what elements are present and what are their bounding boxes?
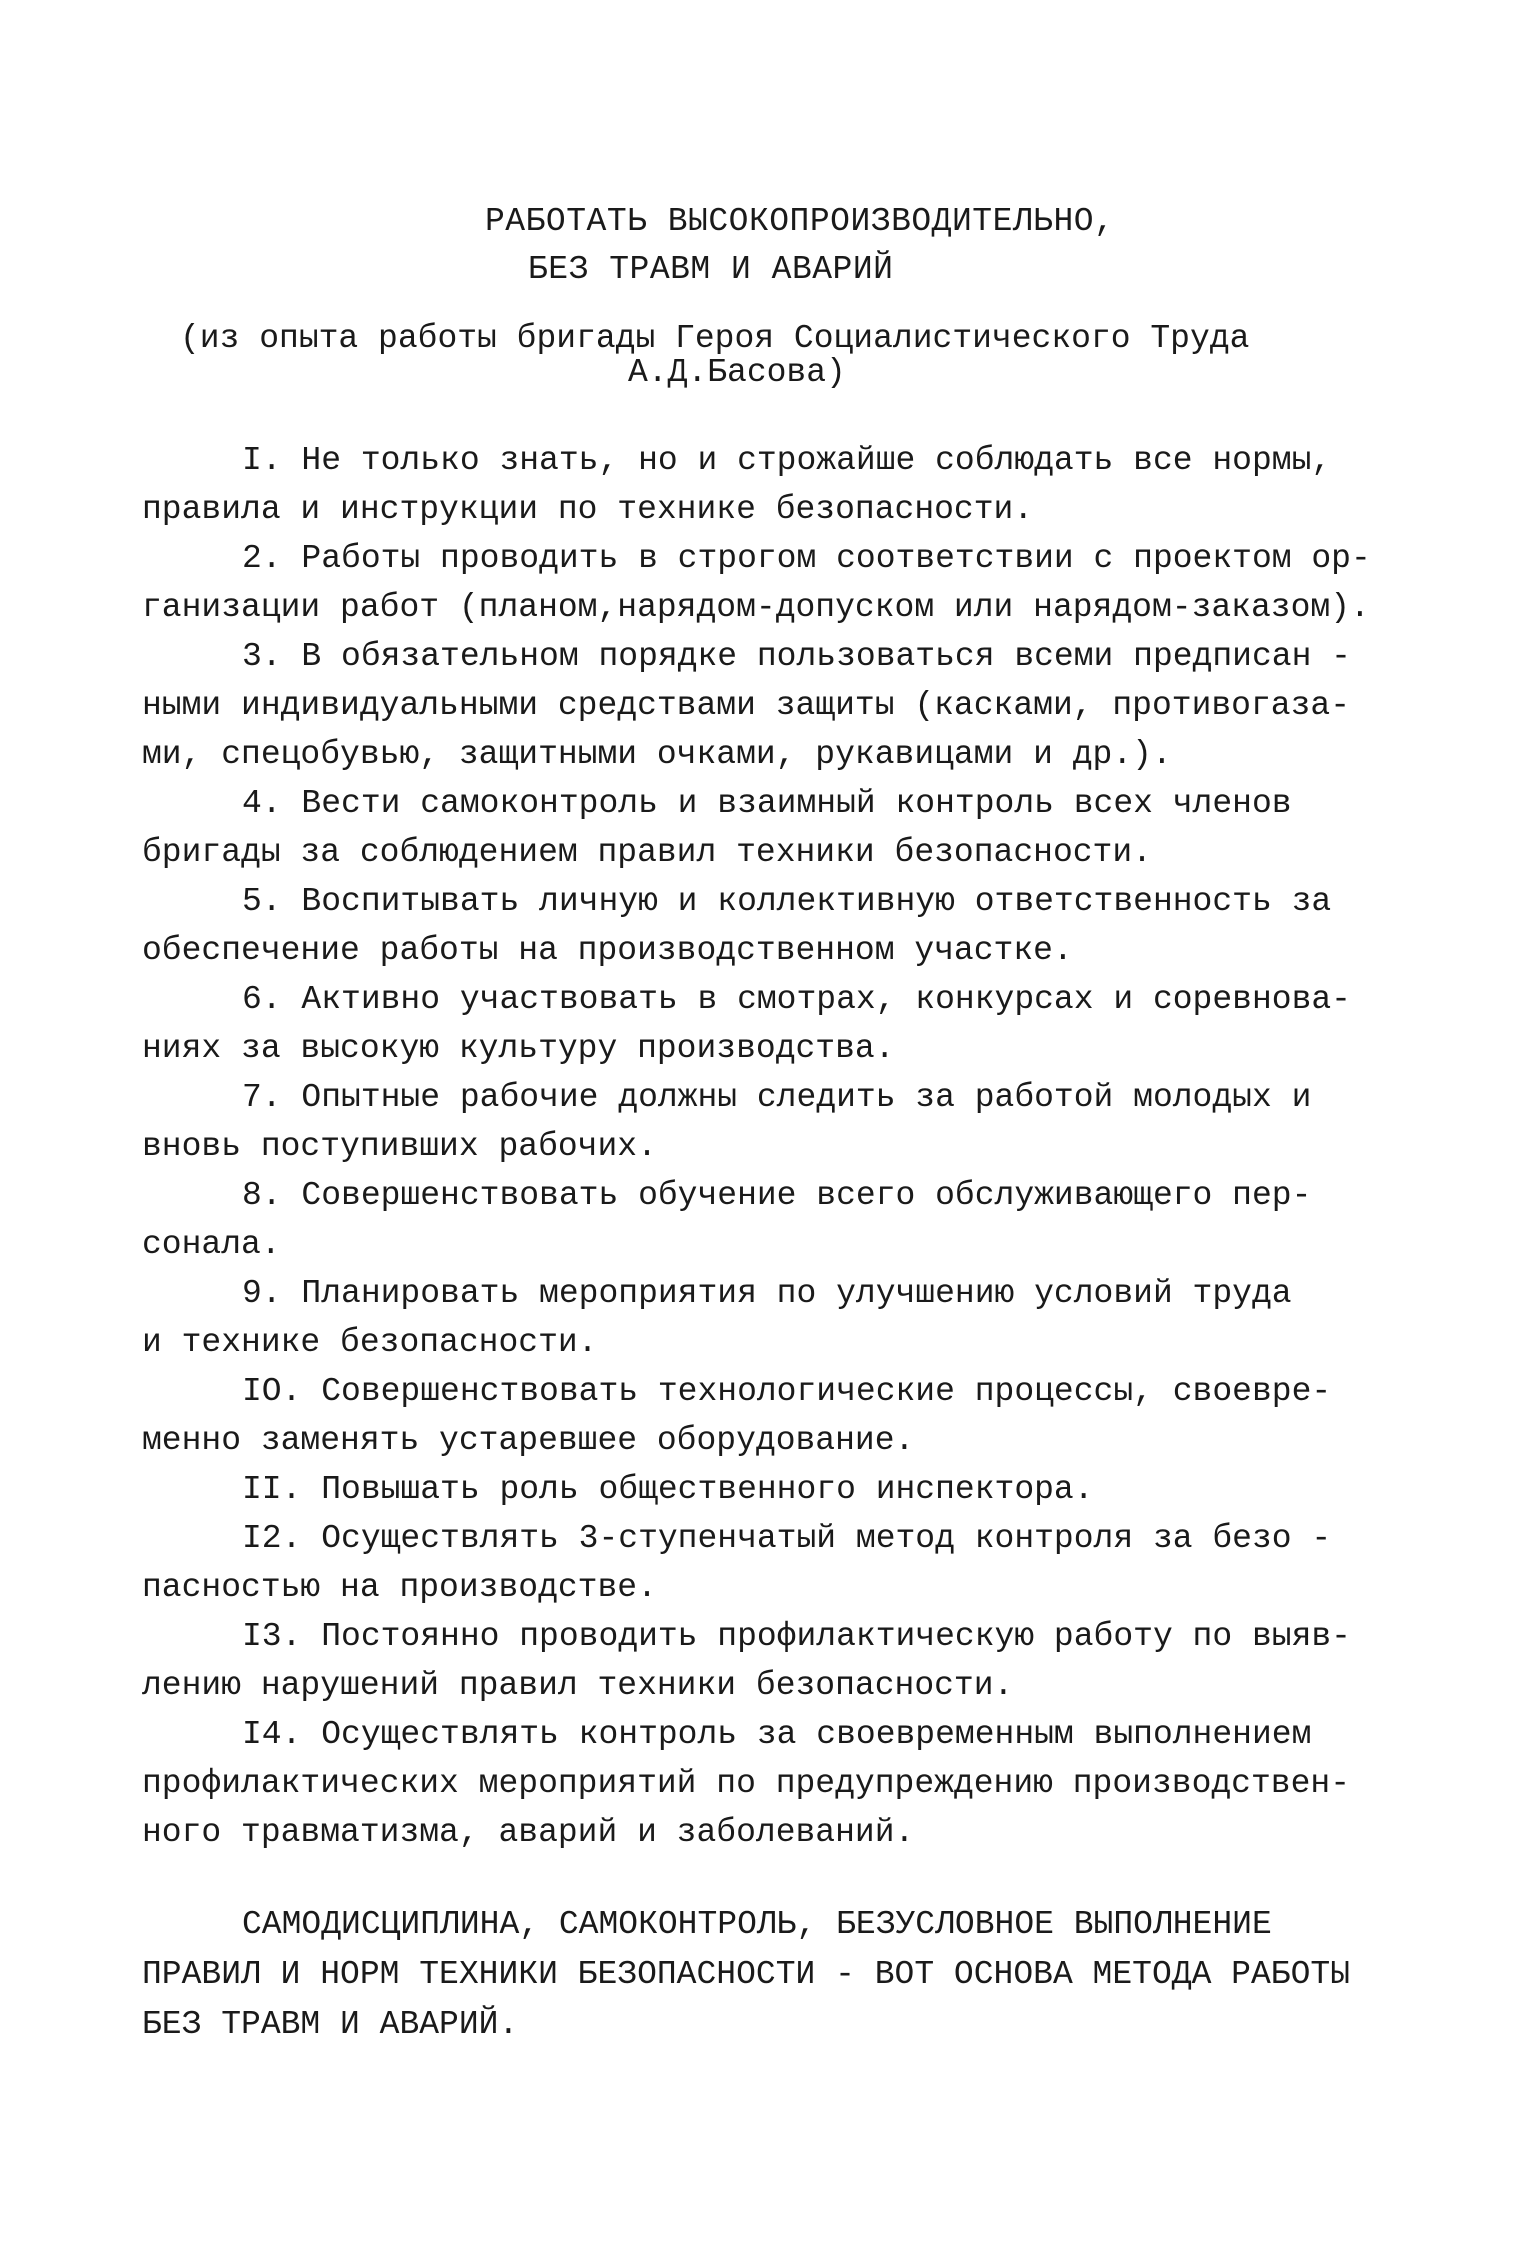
rule-line: лению нарушений правил техники безопасности. bbox=[142, 1667, 1014, 1704]
rule-item bbox=[142, 1612, 1412, 1710]
rule-line: 7. Опытные рабочие должны следить за работой молодых и bbox=[242, 1079, 1312, 1116]
rule-line: 3. В обязательном порядке пользоваться всеми предписан - bbox=[242, 638, 1351, 675]
rule-line: профилактических мероприятий по предупреждению производствен- bbox=[142, 1765, 1350, 1802]
rule-item bbox=[142, 1073, 1412, 1171]
rule-line: I2. Осуществлять 3-ступенчатый метод контроля за безо - bbox=[242, 1520, 1332, 1557]
subtitle-line-1: (из опыта работы бригады Героя Социалистического Труда bbox=[180, 320, 1250, 357]
closing-line: ПРАВИЛ И НОРМ ТЕХНИКИ БЕЗОПАСНОСТИ - ВОТ ОСНОВА МЕТОДА РАБОТЫ bbox=[142, 1956, 1350, 1993]
rule-line: II. Повышать роль общественного инспектора. bbox=[242, 1471, 1094, 1508]
rule-item bbox=[142, 877, 1412, 975]
subtitle-line-2: А.Д.Басова) bbox=[628, 354, 846, 391]
rule-line: ми, спецобувью, защитными очками, рукавицами и др.). bbox=[142, 736, 1172, 773]
rule-item bbox=[142, 436, 1412, 534]
closing-line: БЕЗ ТРАВМ И АВАРИЙ. bbox=[142, 2006, 519, 2043]
rule-item bbox=[142, 1514, 1412, 1612]
rule-line: 8. Совершенствовать обучение всего обслуживающего пер- bbox=[242, 1177, 1312, 1214]
rule-line: 9. Планировать мероприятия по улучшению условий труда bbox=[242, 1275, 1292, 1312]
title bbox=[0, 198, 1535, 294]
rule-item bbox=[142, 534, 1412, 632]
rule-line: сонала. bbox=[142, 1226, 281, 1263]
closing-line: САМОДИСЦИПЛИНА, САМОКОНТРОЛЬ, БЕЗУСЛОВНОЕ ВЫПОЛНЕНИЕ bbox=[242, 1906, 1272, 1943]
rule-line: 4. Вести самоконтроль и взаимный контроль всех членов bbox=[242, 785, 1292, 822]
rules-list bbox=[142, 436, 1412, 1857]
rule-item bbox=[142, 779, 1412, 877]
rule-item bbox=[142, 1367, 1412, 1465]
subtitle bbox=[180, 318, 1380, 394]
rule-item bbox=[142, 1269, 1412, 1367]
closing-statement bbox=[142, 1900, 1412, 2050]
rule-line: 2. Работы проводить в строгом соответствии с проектом ор- bbox=[242, 540, 1371, 577]
rule-item bbox=[142, 1465, 1412, 1514]
rule-line: обеспечение работы на производственном участке. bbox=[142, 932, 1073, 969]
rule-line: 5. Воспитывать личную и коллективную ответственность за bbox=[242, 883, 1332, 920]
rule-item bbox=[142, 1710, 1412, 1857]
rule-line: 6. Активно участвовать в смотрах, конкурсах и соревнова- bbox=[242, 981, 1351, 1018]
rule-line: I. Не только знать, но и строжайше соблюдать все нормы, bbox=[242, 442, 1332, 479]
rule-line: I3. Постоянно проводить профилактическую работу по выяв- bbox=[242, 1618, 1351, 1655]
rule-line: правила и инструкции по технике безопасности. bbox=[142, 491, 1034, 528]
rule-line: ного травматизма, аварий и заболеваний. bbox=[142, 1814, 915, 1851]
rule-item bbox=[142, 1171, 1412, 1269]
title-line-1: РАБОТАТЬ ВЫСОКОПРОИЗВОДИТЕЛЬНО, bbox=[485, 203, 1115, 240]
rule-line: вновь поступивших рабочих. bbox=[142, 1128, 657, 1165]
rule-line: IO. Совершенствовать технологические процессы, своевре- bbox=[242, 1373, 1332, 1410]
rule-line: пасностью на производстве. bbox=[142, 1569, 657, 1606]
rule-line: ганизации работ (планом,нарядом-допуском или нарядом-заказом). bbox=[142, 589, 1370, 626]
rule-line: ниях за высокую культуру производства. bbox=[142, 1030, 895, 1067]
rule-line: менно заменять устаревшее оборудование. bbox=[142, 1422, 915, 1459]
rule-line: и технике безопасности. bbox=[142, 1324, 598, 1361]
rule-item bbox=[142, 975, 1412, 1073]
title-line-2: БЕЗ ТРАВМ И АВАРИЙ bbox=[528, 251, 894, 288]
rule-item bbox=[142, 632, 1412, 779]
rule-line: I4. Осуществлять контроль за своевременным выполнением bbox=[242, 1716, 1312, 1753]
rule-line: бригады за соблюдением правил техники безопасности. bbox=[142, 834, 1152, 871]
rule-line: ными индивидуальными средствами защиты (касками, противогаза- bbox=[142, 687, 1350, 724]
